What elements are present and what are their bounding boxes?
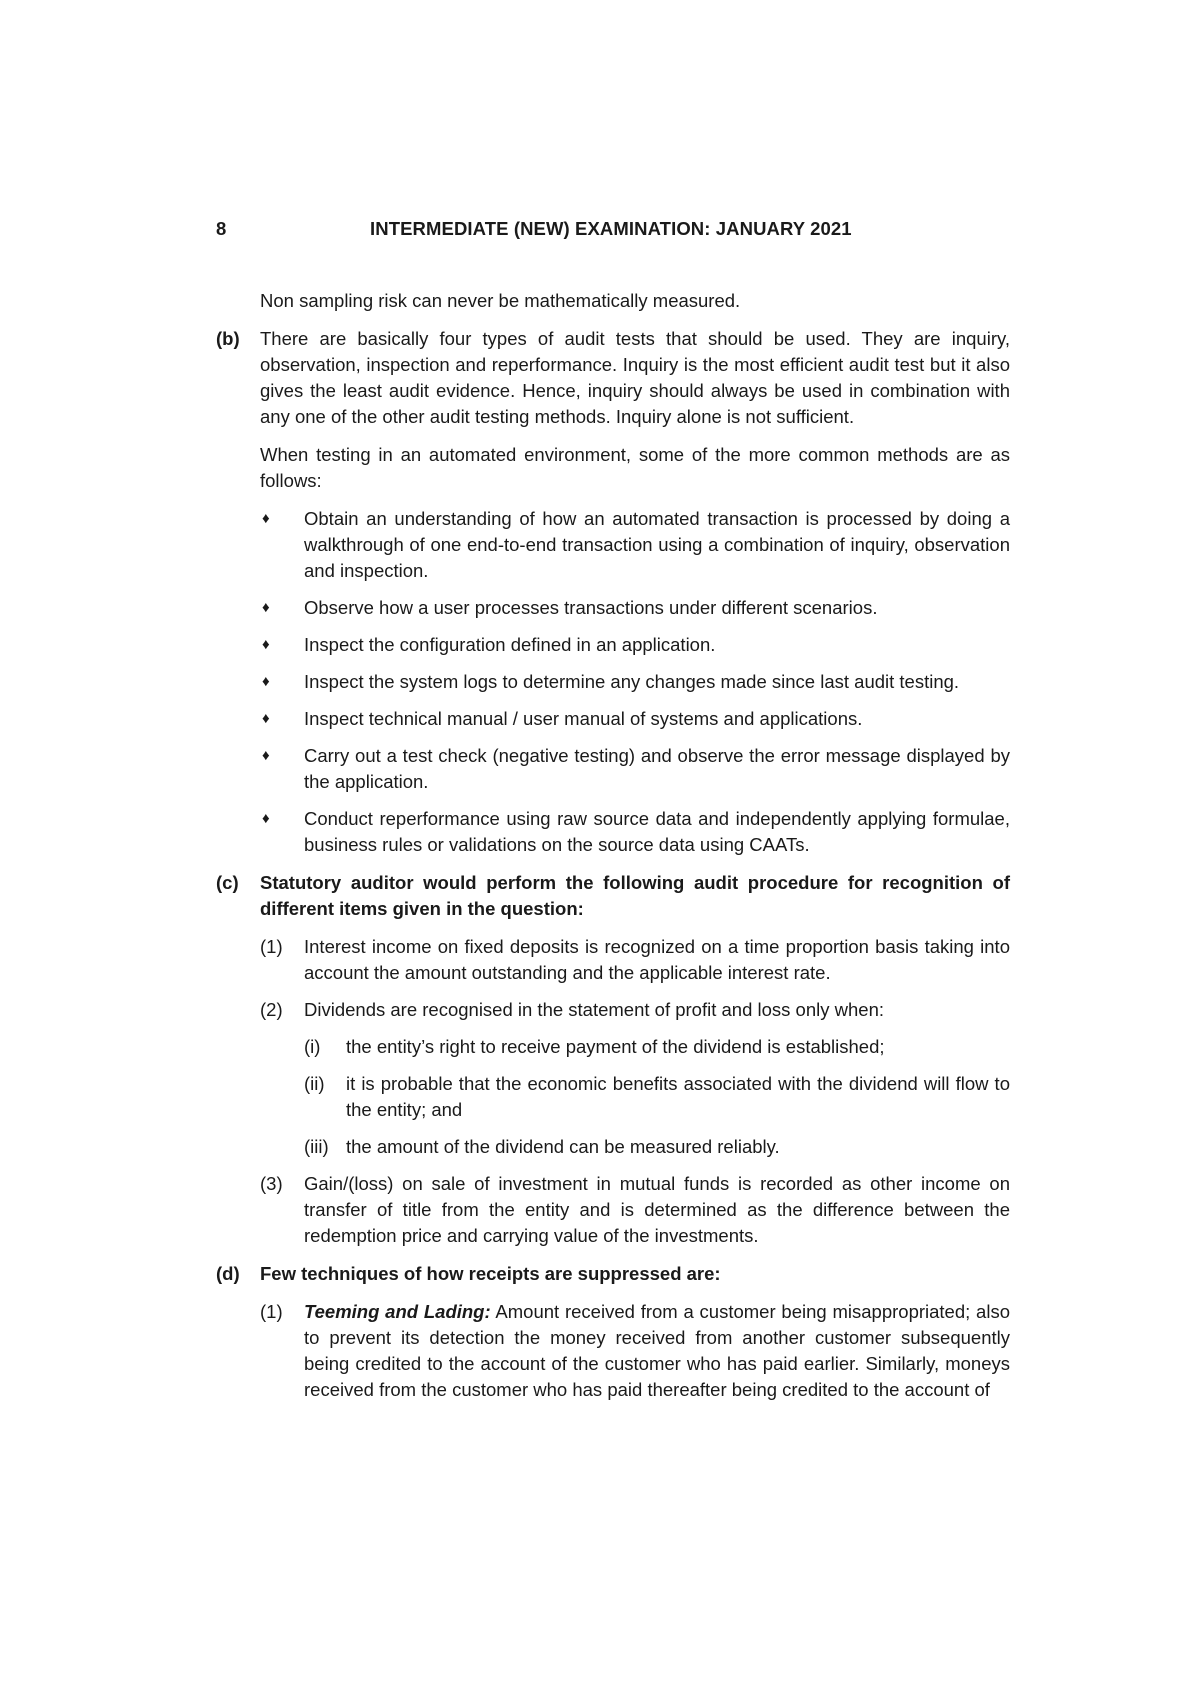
intro-line: Non sampling risk can never be mathematically measured. (260, 290, 741, 311)
list-item (260, 1171, 1010, 1249)
sub-item-text: the amount of the dividend can be measured reliably. (346, 1136, 780, 1157)
list-item (260, 1299, 1010, 1403)
section-c-body (260, 870, 1010, 1249)
list-item-text: Gain/(loss) on sale of investment in mutual funds is recorded as other income on transfer of title from the entity and is determined as the difference between the redemption price and carrying value of the investments. (304, 1173, 1010, 1246)
diamond-bullet-icon: ♦ (262, 510, 270, 527)
receipt-suppression-list (260, 1299, 1010, 1403)
section-d-label: (d) (216, 1263, 240, 1284)
sub-item-number: (ii) (304, 1073, 325, 1094)
list-item (260, 997, 1010, 1160)
page-header (216, 218, 1016, 246)
diamond-bullet-icon: ♦ (262, 747, 270, 764)
list-item-text: Dividends are recognised in the statement of profit and loss only when: (304, 999, 884, 1020)
list-item (262, 669, 1010, 695)
sub-list-item (304, 1071, 1010, 1123)
list-item-text: Obtain an understanding of how an automated transaction is processed by doing a walkthrough of one end-to-end transaction using a combination of inquiry, observation and inspection. (304, 508, 1010, 581)
list-item-text: Inspect technical manual / user manual of systems and applications. (304, 708, 863, 729)
item-number: (3) (260, 1173, 283, 1194)
sub-list-item (304, 1134, 1010, 1160)
page-title: INTERMEDIATE (NEW) EXAMINATION: JANUARY 2021 (370, 218, 852, 239)
dividend-conditions-list (304, 1034, 1010, 1160)
section-b-label: (b) (216, 328, 240, 349)
list-item-text: Inspect the system logs to determine any changes made since last audit testing. (304, 671, 960, 692)
sub-item-number: (i) (304, 1036, 321, 1057)
diamond-bullet-icon: ♦ (262, 636, 270, 653)
list-item-text: Carry out a test check (negative testing) and observe the error message displayed by the application. (304, 745, 1010, 792)
list-item (262, 743, 1010, 795)
section-c-heading: Statutory auditor would perform the following audit procedure for recognition of different items given in the question: (260, 872, 1010, 919)
testing-methods-list (260, 506, 1010, 858)
list-item (262, 706, 1010, 732)
section-b-paragraph-2: When testing in an automated environment, some of the more common methods are as follows: (260, 444, 1010, 491)
list-item (262, 595, 1010, 621)
section-b (216, 326, 1010, 858)
list-item-text: Observe how a user processes transactions under different scenarios. (304, 597, 878, 618)
list-item (262, 506, 1010, 584)
section-b-body (260, 326, 1010, 858)
sub-item-text: the entity’s right to receive payment of the dividend is established; (346, 1036, 885, 1057)
list-item-text: Inspect the configuration defined in an application. (304, 634, 716, 655)
recognition-procedures-list (260, 934, 1010, 1249)
diamond-bullet-icon: ♦ (262, 673, 270, 690)
section-d (216, 1261, 1010, 1403)
diamond-bullet-icon: ♦ (262, 599, 270, 616)
list-item-body (304, 1299, 1010, 1403)
sub-list-item (304, 1034, 1010, 1060)
section-b-paragraph-1: There are basically four types of audit tests that should be used. They are inquiry, observation, inspection and reperformance. Inquiry is the most efficient audit test but it also gives the least audit evidence. Hence, inquiry should always be used in combination with any one of the other audit testing methods. Inquiry alone is not sufficient. (260, 328, 1010, 427)
list-item-text: Conduct reperformance using raw source data and independently applying formulae, business rules or validations on the source data using CAATs. (304, 808, 1010, 855)
item-number: (1) (260, 936, 283, 957)
sub-item-number: (iii) (304, 1136, 329, 1157)
page-number: 8 (216, 218, 227, 239)
sub-item-text: it is probable that the economic benefits associated with the dividend will flow to the entity; and (346, 1073, 1010, 1120)
list-item (262, 632, 1010, 658)
section-c-label: (c) (216, 872, 239, 893)
page-content (216, 288, 1010, 1415)
list-item (262, 806, 1010, 858)
item-number: (2) (260, 999, 283, 1020)
section-c (216, 870, 1010, 1249)
section-d-body (260, 1261, 1010, 1403)
diamond-bullet-icon: ♦ (262, 810, 270, 827)
diamond-bullet-icon: ♦ (262, 710, 270, 727)
section-d-heading: Few techniques of how receipts are suppressed are: (260, 1263, 721, 1284)
item-number: (1) (260, 1301, 283, 1322)
list-item (260, 934, 1010, 986)
list-item-text: Interest income on fixed deposits is recognized on a time proportion basis taking into account the amount outstanding and the applicable interest rate. (304, 936, 1010, 983)
technique-term: Teeming and Lading: (304, 1301, 491, 1322)
list-item-text: Amount received from a customer being misappropriated; also to prevent its detection the money received from another customer subsequently being credited to the account of the customer who has paid earlier. Similarly, moneys received from the customer who has paid thereafter being credited to the account of (304, 1301, 1010, 1400)
list-item-body (304, 997, 1010, 1160)
